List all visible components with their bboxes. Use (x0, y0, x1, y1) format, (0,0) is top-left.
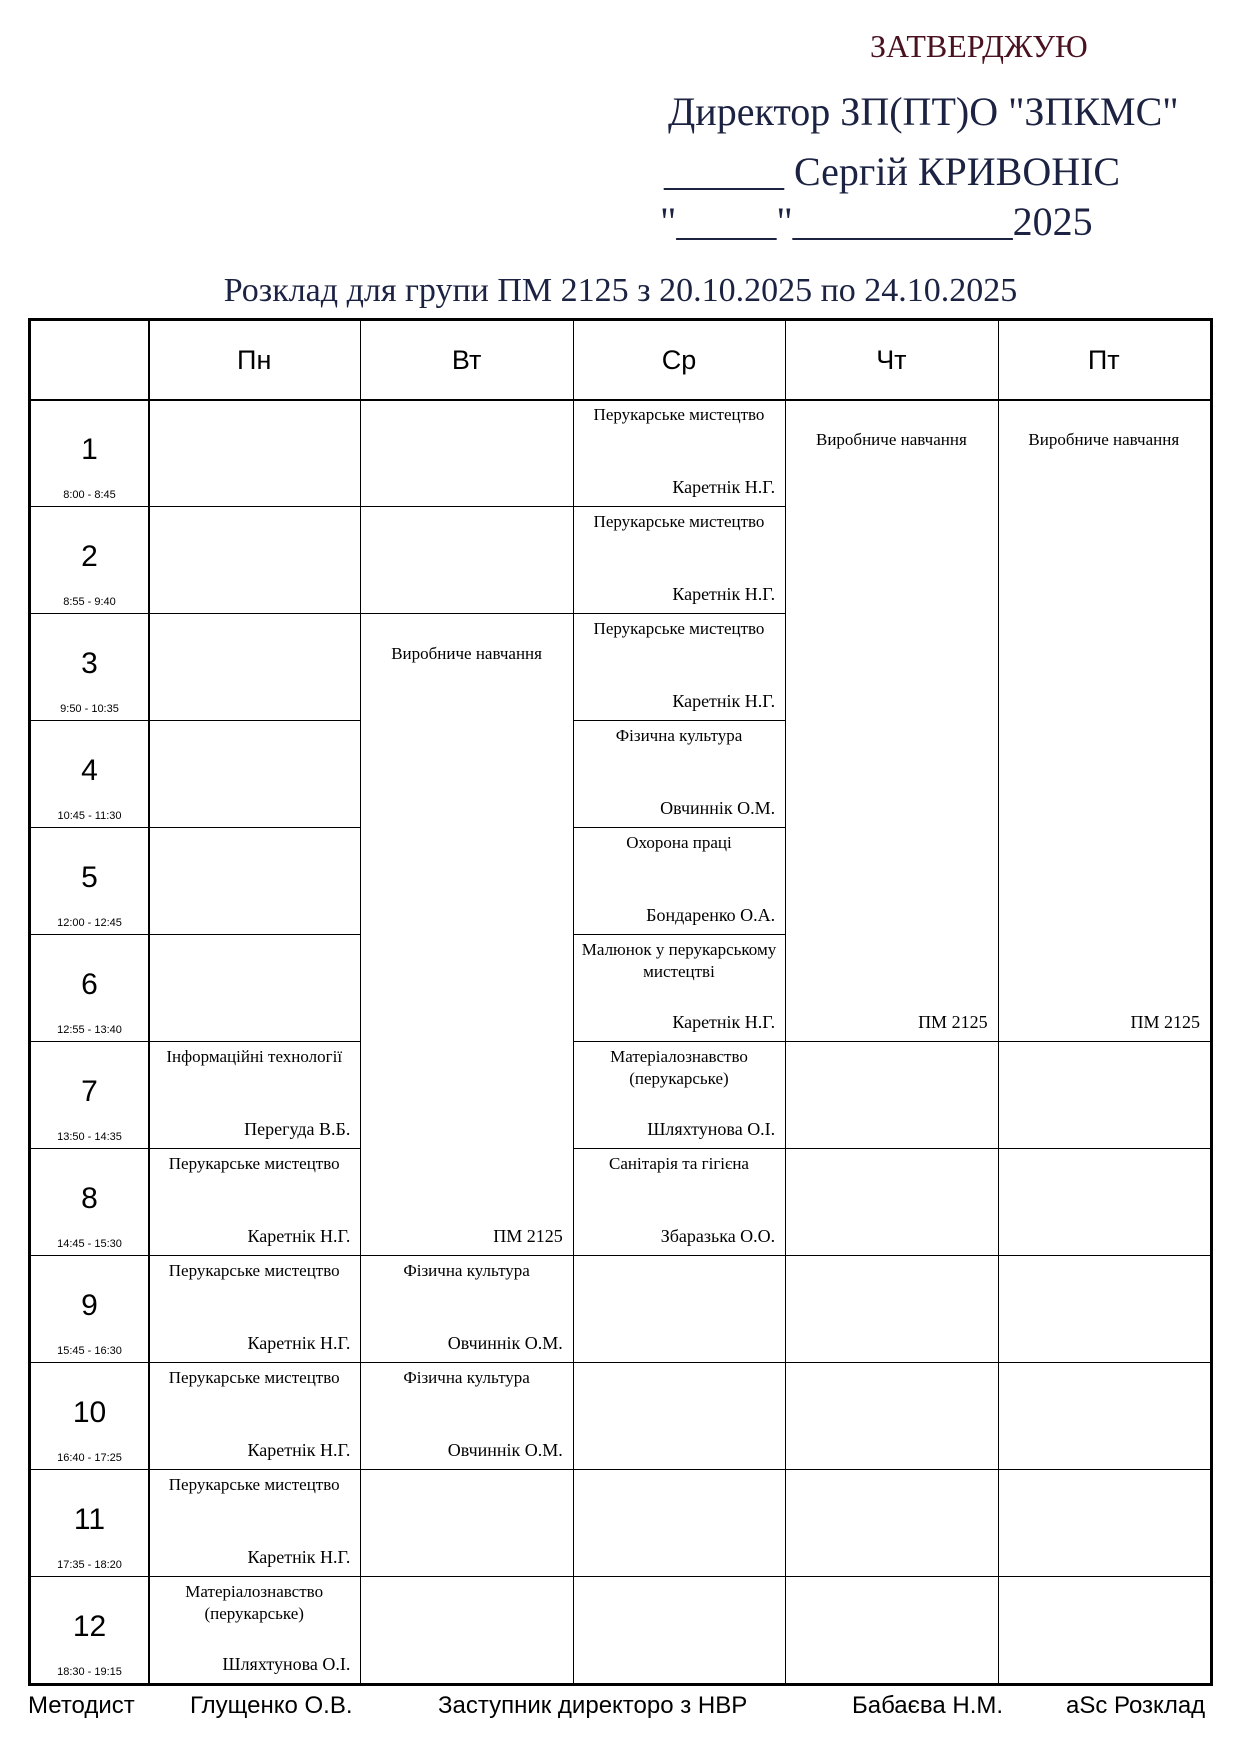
period-number: 11 (73, 1503, 106, 1536)
lesson-subject: Інформаційні технології (166, 1047, 343, 1066)
row-divider (998, 1362, 1210, 1363)
row-divider (148, 720, 360, 721)
period-number: 5 (81, 861, 98, 894)
lesson-cell[interactable] (148, 1255, 360, 1362)
row-divider (998, 1576, 1210, 1577)
row-divider (148, 934, 360, 935)
lesson-teacher: Каретнік Н.Г. (247, 1440, 351, 1460)
period-number: 9 (81, 1289, 98, 1322)
period-time: 12:55 - 13:40 (57, 1024, 122, 1036)
lesson-subject: Перукарське мистецтво (168, 1154, 340, 1173)
row-divider (785, 1041, 997, 1042)
day-header: Вт (451, 344, 482, 375)
lesson-subject: Охорона праці (626, 833, 732, 852)
row-divider (360, 1576, 572, 1577)
row-divider (148, 613, 360, 614)
row-divider (573, 1469, 785, 1470)
lesson-cell[interactable] (148, 1469, 360, 1576)
lesson-cell[interactable] (148, 1362, 360, 1469)
lesson-subject: Санітарія та гігієна (609, 1154, 749, 1173)
lesson-subject: Матеріалознавство (перукарське) (610, 1047, 748, 1088)
lesson-subject: Виробниче навчання (391, 644, 542, 663)
day-header: Пт (1087, 344, 1120, 375)
row-divider (31, 827, 148, 828)
schedule-grid (28, 318, 1213, 1686)
period-time: 8:55 - 9:40 (63, 596, 116, 608)
lesson-cell[interactable] (360, 1255, 572, 1362)
period-time: 15:45 - 16:30 (57, 1345, 122, 1357)
lesson-subject: Перукарське мистецтво (168, 1368, 340, 1387)
approval-title: ЗАТВЕРДЖУЮ (870, 28, 1088, 64)
lesson-teacher: Овчиннік О.М. (660, 798, 776, 818)
period-time: 12:00 - 12:45 (57, 917, 122, 929)
row-divider (31, 1576, 148, 1577)
day-header: Ср (661, 344, 697, 375)
period-time: 18:30 - 19:15 (57, 1666, 122, 1678)
period-time: 10:45 - 11:30 (57, 810, 122, 822)
period-number: 8 (81, 1182, 98, 1215)
lesson-cell[interactable] (573, 1041, 785, 1148)
row-divider (31, 1469, 148, 1470)
lesson-teacher: Шляхтунова О.І. (222, 1654, 351, 1674)
row-divider (31, 1255, 148, 1256)
period-number: 12 (72, 1610, 107, 1643)
lesson-teacher: ПМ 2125 (918, 1012, 988, 1032)
row-divider (998, 1255, 1210, 1256)
period-number: 3 (81, 647, 98, 680)
row-divider (785, 1576, 997, 1577)
lesson-teacher: Каретнік Н.Г. (672, 477, 776, 497)
day-header: Чт (876, 344, 907, 375)
lesson-cell[interactable] (573, 613, 785, 720)
lesson-teacher: Каретнік Н.Г. (672, 584, 776, 604)
lesson-teacher: ПМ 2125 (1130, 1012, 1200, 1032)
row-divider (573, 1255, 785, 1256)
row-divider (148, 506, 360, 507)
row-divider (785, 1255, 997, 1256)
row-divider (573, 1576, 785, 1577)
lesson-cell[interactable] (360, 1362, 572, 1469)
approval-date-line: "_____"___________2025 (660, 199, 1093, 244)
row-divider (31, 506, 148, 507)
lesson-cell[interactable] (573, 934, 785, 1041)
lesson-cell[interactable] (360, 613, 572, 1255)
lesson-subject: Перукарське мистецтво (593, 619, 765, 638)
footer-software: aSc Розклад (1066, 1692, 1206, 1719)
lesson-cell[interactable] (573, 720, 785, 827)
period-time: 13:50 - 14:35 (57, 1131, 122, 1143)
lesson-subject: Виробниче навчання (816, 430, 967, 449)
lesson-teacher: Каретнік Н.Г. (247, 1547, 351, 1567)
lesson-teacher: Шляхтунова О.І. (647, 1119, 776, 1139)
lesson-teacher: Каретнік Н.Г. (672, 1012, 776, 1032)
lesson-subject: Перукарське мистецтво (593, 512, 765, 531)
row-divider (148, 827, 360, 828)
period-number: 6 (81, 968, 98, 1001)
footer-methodist-name: Глущенко О.В. (190, 1692, 353, 1719)
lesson-cell[interactable] (573, 506, 785, 613)
footer-methodist-label: Методист (28, 1692, 135, 1719)
period-number: 10 (72, 1396, 107, 1429)
lesson-subject: Матеріалознавство (перукарське) (185, 1582, 324, 1623)
lesson-subject: Фізична культура (403, 1261, 530, 1280)
lesson-teacher: Збаразька О.О. (660, 1226, 776, 1246)
lesson-teacher: ПМ 2125 (493, 1226, 563, 1246)
lesson-subject: Фізична культура (403, 1368, 530, 1387)
approval-signature: ______ Сергій КРИВОНІС (664, 149, 1121, 194)
approval-director: Директор ЗП(ПТ)О "ЗПКМС" (668, 89, 1179, 134)
row-divider (785, 1469, 997, 1470)
lesson-subject: Перукарське мистецтво (168, 1261, 340, 1280)
period-number: 4 (81, 754, 98, 787)
footer-deputy-label: Заступник директоро з НВР (438, 1692, 748, 1719)
lesson-subject: Перукарське мистецтво (168, 1475, 340, 1494)
period-time: 16:40 - 17:25 (57, 1452, 122, 1464)
period-number: 2 (81, 540, 98, 573)
row-divider (785, 1362, 997, 1363)
row-divider (360, 506, 572, 507)
lesson-teacher: Каретнік Н.Г. (672, 691, 776, 711)
lesson-cell[interactable] (573, 827, 785, 934)
lesson-subject: Перукарське мистецтво (593, 405, 765, 424)
lesson-cell[interactable] (148, 1576, 360, 1683)
row-divider (31, 613, 148, 614)
row-divider (998, 1041, 1210, 1042)
period-time: 17:35 - 18:20 (57, 1559, 122, 1571)
row-divider (31, 1148, 148, 1149)
row-divider (31, 934, 148, 935)
lesson-teacher: Овчиннік О.М. (447, 1440, 563, 1460)
period-number: 7 (81, 1075, 98, 1108)
period-number: 1 (81, 433, 98, 466)
period-time: 9:50 - 10:35 (60, 703, 119, 715)
day-header: Пн (237, 344, 272, 375)
lesson-teacher: Овчиннік О.М. (447, 1333, 563, 1353)
lesson-teacher: Каретнік Н.Г. (247, 1333, 351, 1353)
row-divider (360, 1469, 572, 1470)
row-divider (998, 1469, 1210, 1470)
lesson-cell[interactable] (573, 1148, 785, 1255)
schedule-title: Розклад для групи ПМ 2125 з 20.10.2025 по 24.10.2025 (223, 272, 1018, 309)
lesson-subject: Фізична культура (615, 726, 743, 745)
lesson-cell[interactable] (573, 399, 785, 506)
lesson-cell[interactable] (148, 1041, 360, 1148)
row-divider (31, 720, 148, 721)
row-divider (31, 1041, 148, 1042)
lesson-cell[interactable] (785, 399, 997, 1041)
footer-deputy-name: Бабаєва Н.М. (852, 1692, 1004, 1719)
lesson-cell[interactable] (148, 1148, 360, 1255)
row-divider (785, 1148, 997, 1149)
lesson-cell[interactable] (998, 399, 1210, 1041)
period-time: 14:45 - 15:30 (57, 1238, 122, 1250)
period-time: 8:00 - 8:45 (63, 489, 116, 501)
lesson-teacher: Каретнік Н.Г. (247, 1226, 351, 1246)
lesson-subject: Виробниче навчання (1028, 430, 1180, 449)
lesson-subject: Малюнок у перукарському мистецтві (581, 940, 777, 981)
row-divider (31, 1362, 148, 1363)
lesson-teacher: Перегуда В.Б. (244, 1119, 351, 1139)
row-divider (998, 1148, 1210, 1149)
lesson-teacher: Бондаренко О.А. (646, 905, 776, 925)
row-divider (573, 1362, 785, 1363)
